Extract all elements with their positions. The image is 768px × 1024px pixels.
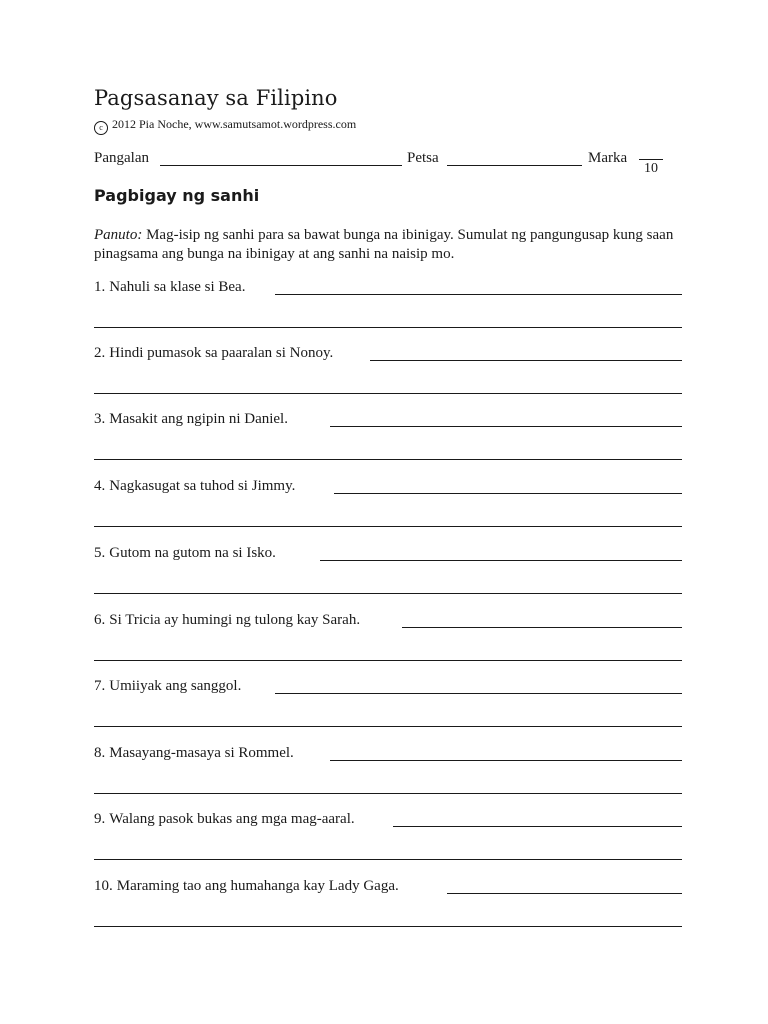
exercise-list (94, 0, 682, 1024)
exercise-item (94, 612, 682, 660)
item-number: 5. (94, 545, 106, 561)
worksheet-title: Pagsasanay sa Filipino (94, 86, 338, 110)
answer-line[interactable] (275, 693, 682, 694)
exercise-item (94, 411, 682, 459)
answer-line[interactable] (94, 660, 682, 661)
score-label: Marka (588, 150, 628, 166)
answer-line[interactable] (330, 426, 682, 427)
answer-line[interactable] (94, 726, 682, 727)
section-title: Pagbigay ng sanhi (94, 186, 260, 205)
answer-line[interactable] (94, 793, 682, 794)
exercise-item (94, 478, 682, 526)
answer-line[interactable] (94, 459, 682, 460)
item-prompt: Si Tricia ay humingi ng tulong kay Sarah. (109, 612, 361, 628)
answer-line[interactable] (402, 627, 682, 628)
item-number: 3. (94, 411, 106, 427)
item-number: 8. (94, 745, 106, 761)
item-number: 9. (94, 811, 106, 827)
date-label: Petsa (407, 150, 439, 166)
instructions-label: Panuto: (94, 227, 143, 243)
item-number: 4. (94, 478, 106, 494)
answer-line[interactable] (393, 826, 682, 827)
exercise-item (94, 345, 682, 393)
exercise-item (94, 545, 682, 593)
answer-line[interactable] (94, 859, 682, 860)
answer-line[interactable] (330, 760, 682, 761)
exercise-item (94, 678, 682, 726)
exercise-item (94, 279, 682, 327)
item-prompt: Masayang-masaya si Rommel. (109, 745, 294, 761)
worksheet-page (94, 0, 682, 1024)
item-prompt: Gutom na gutom na si Isko. (109, 545, 276, 561)
name-label: Pangalan (94, 150, 149, 166)
item-prompt: Nagkasugat sa tuhod si Jimmy. (109, 478, 296, 494)
answer-line[interactable] (94, 393, 682, 394)
answer-line[interactable] (94, 593, 682, 594)
answer-line[interactable] (275, 294, 682, 295)
item-prompt: Masakit ang ngipin ni Daniel. (109, 411, 288, 427)
exercise-item (94, 811, 682, 859)
copyright-text: 2012 Pia Noche, www.samutsamot.wordpress.com (112, 117, 357, 131)
item-prompt: Hindi pumasok sa paaralan si Nonoy. (109, 345, 334, 361)
item-prompt: Umiiyak ang sanggol. (109, 678, 242, 694)
copyright-icon: c (94, 121, 108, 135)
exercise-item (94, 878, 682, 926)
instructions-text: Mag-isip ng sanhi para sa bawat bunga na ibinigay. Sumulat ng pangungusap kung saan pinagsama ang bunga na ibinigay at ang sanhi na naisip mo. (94, 227, 674, 262)
item-number: 10. (94, 878, 113, 894)
item-prompt: Walang pasok bukas ang mga mag-aaral. (109, 811, 355, 827)
answer-line[interactable] (320, 560, 682, 561)
exercise-item (94, 745, 682, 793)
answer-line[interactable] (94, 926, 682, 927)
item-number: 6. (94, 612, 106, 628)
item-prompt: Nahuli sa klase si Bea. (109, 279, 246, 295)
item-prompt: Maraming tao ang humahanga kay Lady Gaga. (116, 878, 399, 894)
answer-line[interactable] (94, 327, 682, 328)
answer-line[interactable] (370, 360, 682, 361)
item-number: 2. (94, 345, 106, 361)
answer-line[interactable] (447, 893, 682, 894)
answer-line[interactable] (94, 526, 682, 527)
item-number: 7. (94, 678, 106, 694)
answer-line[interactable] (334, 493, 682, 494)
item-number: 1. (94, 279, 106, 295)
score-denominator: 10 (644, 161, 658, 176)
